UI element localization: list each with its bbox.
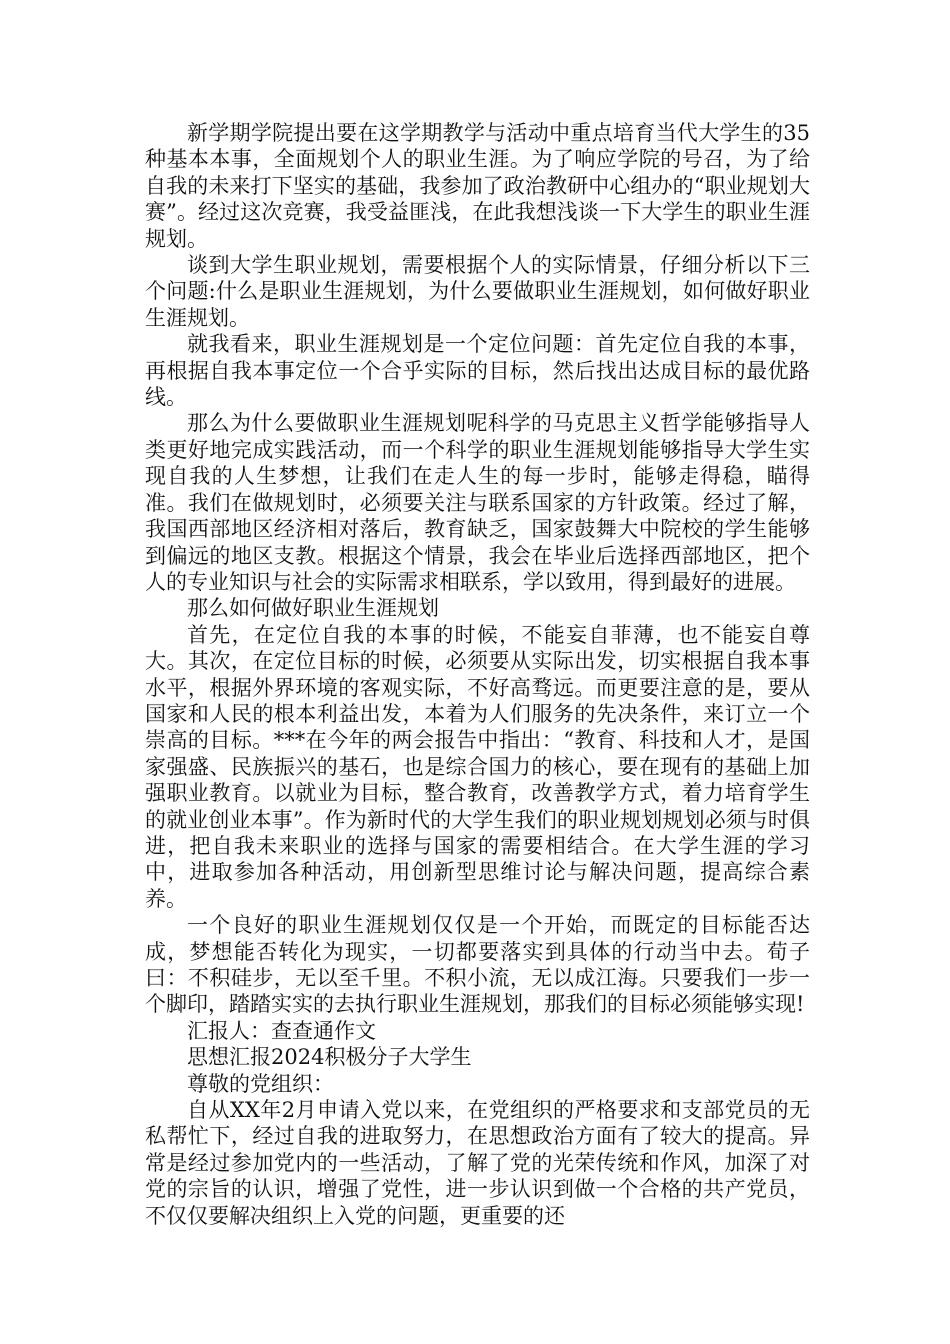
paragraph-why: 那么为什么要做职业生涯规划呢科学的马克思主义哲学能够指导人类更好地完成实践活动，而一个科学的职业生涯规划能够指导大学生实现自我的人生梦想，让我们在走人生的每一步时，能够走得稳，瞄得准。我们在做规划时，必须要关注与联系国家的方针政策。经过了解，我国西部地区经济相对落后，教育缺乏，国家鼓舞大中院校的学生能够到偏远的地区支教。根据这个情景，我会在毕业后选择西部地区，把个人的专业知识与社会的实际需求相联系，学以致用，得到最好的进展。 xyxy=(145,411,810,594)
paragraph-report-body: 自从XX年2月申请入党以来，在党组织的严格要求和支部党员的无私帮忙下，经过自我的进取努力，在思想政治方面有了较大的提高。异常是经过参加党内的一些活动，了解了党的光荣传统和作风，加深了对党的宗旨的认识，增强了党性，进一步认识到做一个合格的共产党员，不仅仅要解决组织上入党的问题，更重要的还 xyxy=(145,1098,810,1228)
paragraph-reporter: 汇报人：查查通作文 xyxy=(187,1018,376,1043)
paragraph-how: 首先，在定位自我的本事的时候，不能妄自菲薄，也不能妄自尊大。其次，在定位目标的时候，必须要从实际出发，切实根据自我本事水平，根据外界环境的客观实际，不好高骛远。而更要注意的是，要从国家和人民的根本利益出发，本着为人们服务的先决条件，来订立一个崇高的目标。***在今年的两会报告中指出：“教育、科技和人才，是国家强盛、民族振兴的基石，也是综合国力的核心，要在现有的基础上加强职业教育。以就业为目标，整合教育，改善教学方式，着力培育学生的就业创业本事”。作为新时代的大学生我们的职业规划规划必须与时俱进，把自我未来职业的选择与国家的需要相结合。在大学生涯的学习中，进取参加各种活动，用创新型思维讨论与解决问题，提高综合素养。 xyxy=(145,622,810,911)
paragraph-salutation: 尊敬的党组织： xyxy=(187,1071,334,1096)
paragraph-report-title: 思想汇报2024积极分子大学生 xyxy=(187,1045,472,1070)
paragraph-how-heading: 那么如何做好职业生涯规划 xyxy=(187,596,439,621)
paragraph-intro: 新学期学院提出要在这学期教学与活动中重点培育当代大学生的35种基本本事，全面规划个人的职业生涯。为了响应学院的号召，为了给自我的未来打下坚实的基础，我参加了政治教研中心组办的“职业规划大赛”。经过这次竞赛，我受益匪浅，在此我想浅谈一下大学生的职业生涯规划。 xyxy=(145,121,810,251)
paragraph-questions: 谈到大学生职业规划，需要根据个人的实际情景，仔细分析以下三个问题:什么是职业生涯规划，为什么要做职业生涯规划，如何做好职业生涯规划。 xyxy=(145,253,810,330)
paragraph-conclusion: 一个良好的职业生涯规划仅仅是一个开始，而既定的目标能否达成，梦想能否转化为现实，一切都要落实到具体的行动当中去。荀子曰：不积硅步，无以至千里。不积小流，无以成江海。只要我们一步一个脚印，踏踏实实的去执行职业生涯规划，那我们的目标必须能够实现! xyxy=(145,913,810,1017)
paragraph-definition: 就我看来，职业生涯规划是一个定位问题：首先定位自我的本事，再根据自我本事定位一个合乎实际的目标，然后找出达成目标的最优路线。 xyxy=(145,332,810,410)
document-body xyxy=(145,120,810,1229)
